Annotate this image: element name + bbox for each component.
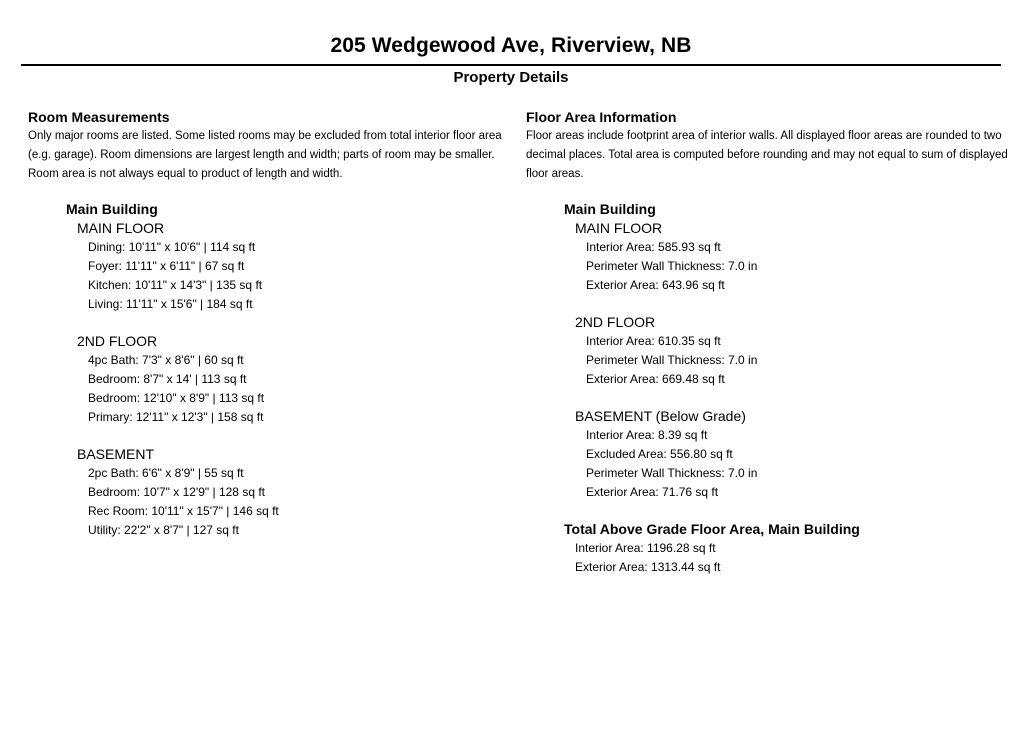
floor-name: 2ND FLOOR (575, 314, 656, 330)
room-row: 4pc Bath: 7'3" x 8'6" | 60 sq ft (88, 353, 244, 367)
total-area-title: Total Above Grade Floor Area, Main Building (564, 521, 860, 537)
floor-name: BASEMENT (77, 446, 155, 462)
building-name: Main Building (564, 201, 656, 217)
area-floor-basement (575, 407, 1008, 502)
description-line: decimal places. Total area is computed before rounding and may not equal to sum of displayed (526, 149, 1008, 161)
floor-name: MAIN FLOOR (77, 220, 165, 236)
description-line: floor areas. (526, 168, 584, 180)
building-name: Main Building (66, 201, 158, 217)
room-row: Utility: 22'2" x 8'7" | 127 sq ft (88, 523, 239, 537)
room-row: Bedroom: 12'10" x 8'9" | 113 sq ft (88, 391, 265, 405)
page-subtitle: Property Details (453, 69, 569, 86)
room-row: 2pc Bath: 6'6" x 8'9" | 55 sq ft (88, 466, 244, 480)
area-row: Exterior Area: 669.48 sq ft (586, 372, 725, 386)
room-row: Dining: 10'11" x 10'6" | 114 sq ft (88, 240, 256, 254)
area-row: Excluded Area: 556.80 sq ft (586, 447, 733, 461)
room-row: Foyer: 11'11" x 6'11" | 67 sq ft (88, 259, 245, 273)
room-row: Rec Room: 10'11" x 15'7" | 146 sq ft (88, 504, 279, 518)
room-floor-basement (77, 445, 503, 540)
floor-name: BASEMENT (Below Grade) (575, 408, 746, 424)
area-row: Interior Area: 585.93 sq ft (586, 240, 721, 254)
area-row: Interior Area: 8.39 sq ft (586, 428, 708, 442)
description-line: Floor areas include footprint area of interior walls. All displayed floor areas are rounded to two (526, 130, 1002, 142)
floor-area-description (526, 127, 1008, 184)
area-row: Perimeter Wall Thickness: 7.0 in (586, 466, 758, 480)
room-floor-2nd (77, 332, 503, 427)
area-row: Exterior Area: 643.96 sq ft (586, 278, 725, 292)
room-row: Bedroom: 10'7" x 12'9" | 128 sq ft (88, 485, 265, 499)
area-row: Exterior Area: 71.76 sq ft (586, 485, 719, 499)
floor-name: 2ND FLOOR (77, 333, 158, 349)
description-line: Room area is not always equal to product of length and width. (28, 168, 343, 180)
floor-name: MAIN FLOOR (575, 220, 663, 236)
floor-area-section (526, 108, 1008, 577)
area-floor-2nd (575, 313, 1008, 389)
room-row: Bedroom: 8'7" x 14' | 113 sq ft (88, 372, 247, 386)
area-floor-main (575, 219, 1008, 295)
description-line: (e.g. garage). Room dimensions are largest length and width; parts of room may be smaller. (28, 149, 495, 161)
total-area-block (564, 520, 1008, 577)
total-exterior-area: Exterior Area: 1313.44 sq ft (575, 560, 721, 574)
room-row: Living: 11'11" x 15'6" | 184 sq ft (88, 297, 253, 311)
room-measurements-title: Room Measurements (28, 109, 170, 125)
total-interior-area: Interior Area: 1196.28 sq ft (575, 541, 716, 555)
page-title: 205 Wedgewood Ave, Riverview, NB (330, 34, 692, 57)
description-line: Only major rooms are listed. Some listed rooms may be excluded from total interior floor area (28, 130, 502, 142)
floor-area-title: Floor Area Information (526, 109, 677, 125)
area-row: Perimeter Wall Thickness: 7.0 in (586, 353, 758, 367)
area-building-block (564, 200, 1008, 502)
room-building-block (66, 200, 503, 540)
area-row: Perimeter Wall Thickness: 7.0 in (586, 259, 758, 273)
room-row: Primary: 12'11" x 12'3" | 158 sq ft (88, 410, 264, 424)
room-row: Kitchen: 10'11" x 14'3" | 135 sq ft (88, 278, 263, 292)
area-row: Interior Area: 610.35 sq ft (586, 334, 721, 348)
room-floor-main (77, 219, 503, 314)
title-divider (21, 64, 1001, 66)
room-measurements-section (28, 108, 503, 558)
room-measurements-description (28, 127, 503, 184)
